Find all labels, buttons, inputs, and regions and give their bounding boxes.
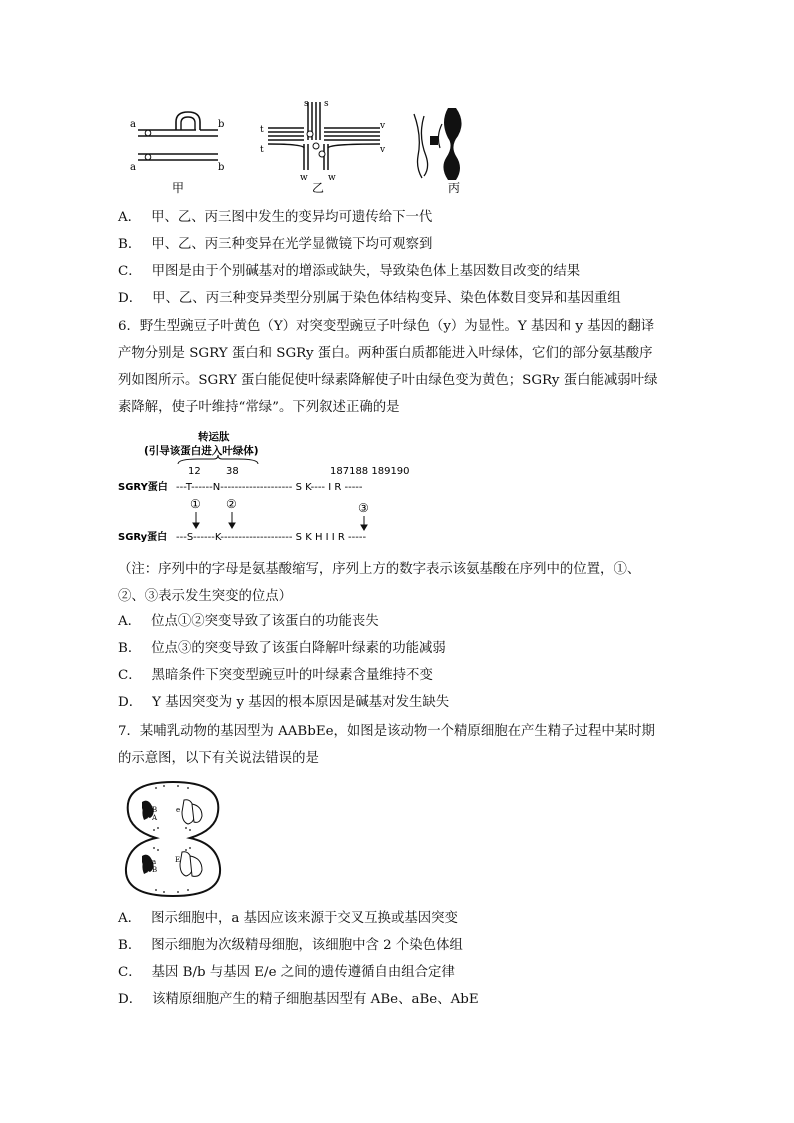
label-w2: w [328,173,336,183]
label-s1: s [304,99,309,109]
option-letter: A． [118,911,142,926]
option-text: 基因 B/b 与基因 E/e 之间的遗传遵循自由组合定律 [151,965,455,980]
label-bot-E: E [175,856,181,864]
q6-line: 素降解，使子叶维持“常绿”。下列叙述正确的是 [118,400,400,415]
figure-jia [130,112,224,195]
q6-stem [118,313,678,421]
q5-option-a [118,209,432,227]
mark-site-3: ③ [358,501,369,515]
chromosome-variation-figure [118,96,498,200]
option-letter: C． [118,264,142,279]
option-letter: C． [118,668,142,683]
seq-sgry-lower: ---S------K-------------------- S K H I I R ----- [176,532,367,543]
mark-site-1: ① [190,497,201,511]
label-a-top: a [130,119,136,130]
q5-option-c [118,263,580,281]
label-sgry-upper: SGRY蛋白 [118,482,168,493]
label-top-A: A [152,814,158,822]
caption-bing: 丙 [448,181,461,195]
option-text: 图示细胞为次级精母细胞，该细胞中含 2 个染色体组 [151,938,463,953]
label-a-bottom: a [130,162,136,173]
mark-site-2: ② [226,497,237,511]
label-v1: v [380,121,386,131]
pos-38: 38 [226,466,239,477]
label-sgry-lower: SGRy蛋白 [118,532,168,543]
pos-12: 12 [188,466,201,477]
q6-line: 列如图所示。SGRY 蛋白能促使叶绿素降解使子叶由绿色变为黄色；SGRy 蛋白能减弱叶绿 [118,373,658,388]
option-letter: A． [118,210,142,225]
q6-option-b [118,640,446,658]
q6-note-line: ②、③表示发生突变的位点） [118,589,293,604]
figure-yi [260,99,386,195]
q7-line: 7．某哺乳动物的基因型为 AABbEe，如图是该动物一个精原细胞在产生精子过程中某时期 [118,724,655,739]
pos-187-190: 187188 189190 [330,466,410,477]
option-letter: D． [118,695,143,710]
label-v2: v [380,145,386,155]
q7-stem [118,718,678,772]
option-text: 黑暗条件下突变型豌豆叶的叶绿素含量维持不变 [151,668,433,683]
option-text: 甲、乙、丙三种变异类型分别属于染色体结构变异、染色体数目变异和基因重组 [152,291,621,306]
option-letter: B． [118,641,142,656]
q7-line: 的示意图，以下有关说法错误的是 [118,751,319,766]
label-b-top: b [218,119,225,130]
label-s2: s [324,99,329,109]
label-b-bottom: b [218,162,225,173]
option-letter: B． [118,237,142,252]
q7-option-c [118,964,455,982]
label-bot-B: B [152,866,158,874]
option-text: 该精原细胞产生的精子细胞基因型有 ABe、aBe、AbE [152,992,479,1007]
figure-bing [414,108,462,195]
option-letter: B． [118,938,142,953]
q6-option-c [118,667,433,685]
q5-option-d [118,290,621,308]
q7-option-a [118,910,458,928]
option-text: 位点①②突变导致了该蛋白的功能丧失 [151,614,379,629]
option-letter: D． [118,992,143,1007]
label-t1: t [260,125,264,135]
option-text: 甲、乙、丙三图中发生的变异均可遗传给下一代 [151,210,433,225]
option-text: 甲、乙、丙三种变异在光学显微镜下均可观察到 [151,237,433,252]
label-w1: w [300,173,308,183]
option-text: 位点③的突变导致了该蛋白降解叶绿素的功能减弱 [151,641,446,656]
option-letter: D． [118,291,143,306]
seq-sgry-upper: ---T------N-------------------- S K---- I R ----- [176,482,363,493]
q6-note-line: （注：序列中的字母是氨基酸缩写，序列上方的数字表示该氨基酸在序列中的位置，①、 [118,562,641,577]
label-t2: t [260,145,264,155]
caption-yi: 乙 [312,181,325,195]
q5-option-b [118,236,432,254]
q6-option-a [118,613,379,631]
option-letter: A． [118,614,142,629]
option-text: 图示细胞中，a 基因应该来源于交叉互换或基因突变 [151,911,458,926]
caption-jia: 甲 [172,181,185,195]
q7-option-b [118,937,463,955]
q6-note [118,556,678,610]
option-text: Y 基因突变为 y 基因的根本原因是碱基对发生缺失 [152,695,450,710]
option-letter: C． [118,965,142,980]
label-top-B: B [152,806,158,814]
q6-line: 产物分别是 SGRY 蛋白和 SGRy 蛋白。两种蛋白质都能进入叶绿体，它们的部分氨基酸序 [118,346,653,361]
fig-title-guide: (引导该蛋白进入叶绿体) [144,445,259,457]
fig-title-transit-peptide: 转运肽 [198,431,230,443]
amino-acid-sequence-figure [118,428,438,548]
label-top-e: e [176,806,181,814]
label-bot-a: a [152,858,157,866]
q6-option-d [118,694,449,712]
dividing-cell-figure [118,778,228,900]
q6-line: 6．野生型豌豆子叶黄色（Y）对突变型豌豆子叶绿色（y）为显性。Y 基因和 y 基因的翻译 [118,319,655,334]
option-text: 甲图是由于个别碱基对的增添或缺失，导致染色体上基因数目改变的结果 [151,264,581,279]
q7-option-d [118,991,479,1009]
